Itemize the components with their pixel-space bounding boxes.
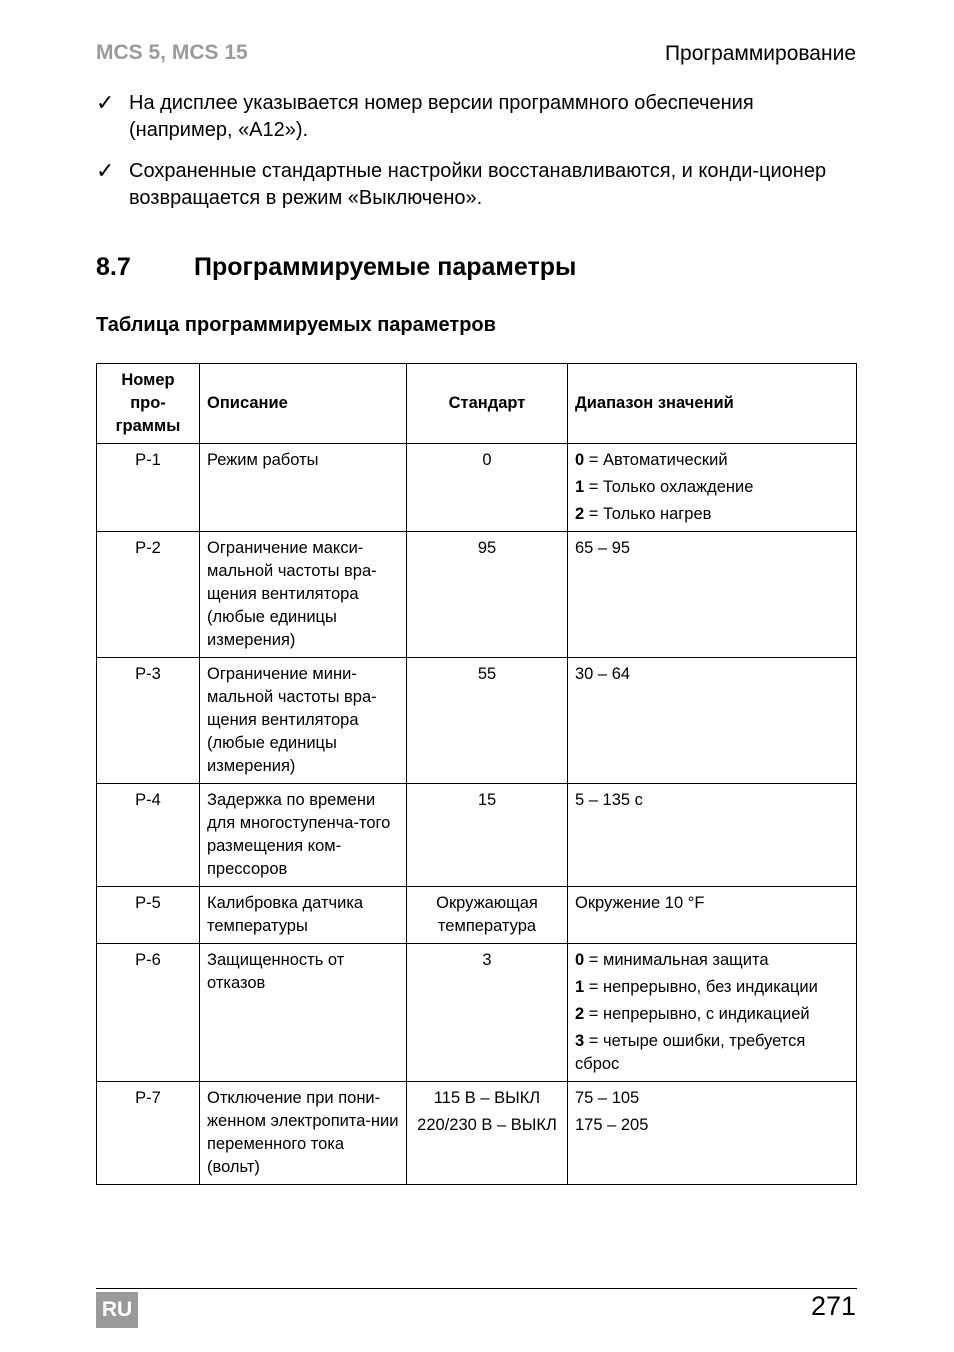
checklist-text: На дисплее указывается номер версии программного обеспечения (например, «A12»). [129,92,754,141]
language-badge: RU [96,1292,138,1328]
cell-default: 15 [407,784,568,887]
table-title: Таблица программируемых параметров [96,314,496,336]
range-option: 1 = Только охлаждение [575,478,754,496]
table-row [97,1082,857,1185]
cell-description: Калибровка датчика температуры [200,887,407,944]
page-number: 271 [810,1291,856,1321]
table-row [97,784,857,887]
cell-range [568,1082,857,1185]
section-title: Программируемые параметры [194,253,577,281]
table-row [97,887,857,944]
range-option: 0 = минимальная защита [575,951,769,969]
cell-range [568,944,857,1082]
footer-divider [96,1288,857,1289]
checklist-text: Сохраненные стандартные настройки восстанавливаются, и конди-ционер возвращается в режим «Выключено». [129,160,827,209]
range-option: 175 – 205 [575,1116,649,1134]
range-option: 2 = Только нагрев [575,505,712,523]
default-value: 115 В – ВЫКЛ [433,1089,541,1107]
header-number: Номер про-граммы [97,364,200,444]
range-option: 2 = непрерывно, с индикацией [575,1005,810,1023]
cell-number: P-4 [97,784,200,887]
table-row [97,658,857,784]
cell-range: Окружение 10 °F [568,887,857,944]
header-chapter: Программирование [664,42,856,65]
cell-range: 30 – 64 [568,658,857,784]
cell-range: 5 – 135 с [568,784,857,887]
cell-default: 55 [407,658,568,784]
section-heading [96,253,576,282]
cell-number: P-1 [97,444,200,532]
header-model: MCS 5, MCS 15 [96,41,248,64]
table-row [97,444,857,532]
range-option: 3 = четыре ошибки, требуется сброс [575,1032,806,1073]
cell-description: Отключение при пони-женном электропита-нии переменного тока (вольт) [200,1082,407,1185]
cell-number: P-3 [97,658,200,784]
cell-description: Защищенность от отказов [200,944,407,1082]
table-row [97,532,857,658]
cell-number: P-6 [97,944,200,1082]
checkmark-icon: ✓ [96,91,115,116]
cell-range: 65 – 95 [568,532,857,658]
range-option: 0 = Автоматический [575,451,728,469]
section-number: 8.7 [96,253,131,281]
header-default: Стандарт [407,364,568,444]
range-option: 75 – 105 [575,1089,640,1107]
cell-description: Ограничение мини-мальной частоты вра-щения вентилятора (любые единицы измерения) [200,658,407,784]
cell-range [568,444,857,532]
cell-number: P-2 [97,532,200,658]
cell-number: P-7 [97,1082,200,1185]
checklist-item [96,158,856,212]
cell-default: 0 [407,444,568,532]
checklist-item [96,90,856,144]
checkmark-icon: ✓ [96,159,115,184]
cell-default: 3 [407,944,568,1082]
cell-description: Режим работы [200,444,407,532]
cell-number: P-5 [97,887,200,944]
header-range: Диапазон значений [568,364,857,444]
cell-default [407,1082,568,1185]
header-description: Описание [200,364,407,444]
cell-description: Задержка по времени для многоступенча-того размещения ком-прессоров [200,784,407,887]
range-option: 1 = непрерывно, без индикации [575,978,818,996]
cell-description: Ограничение макси-мальной частоты вра-щения вентилятора (любые единицы измерения) [200,532,407,658]
cell-default: Окружающая температура [407,887,568,944]
default-value: 220/230 В – ВЫКЛ [417,1116,557,1134]
table-header-row [97,364,857,444]
table-row [97,944,857,1082]
cell-default: 95 [407,532,568,658]
parameters-table [96,363,857,1185]
